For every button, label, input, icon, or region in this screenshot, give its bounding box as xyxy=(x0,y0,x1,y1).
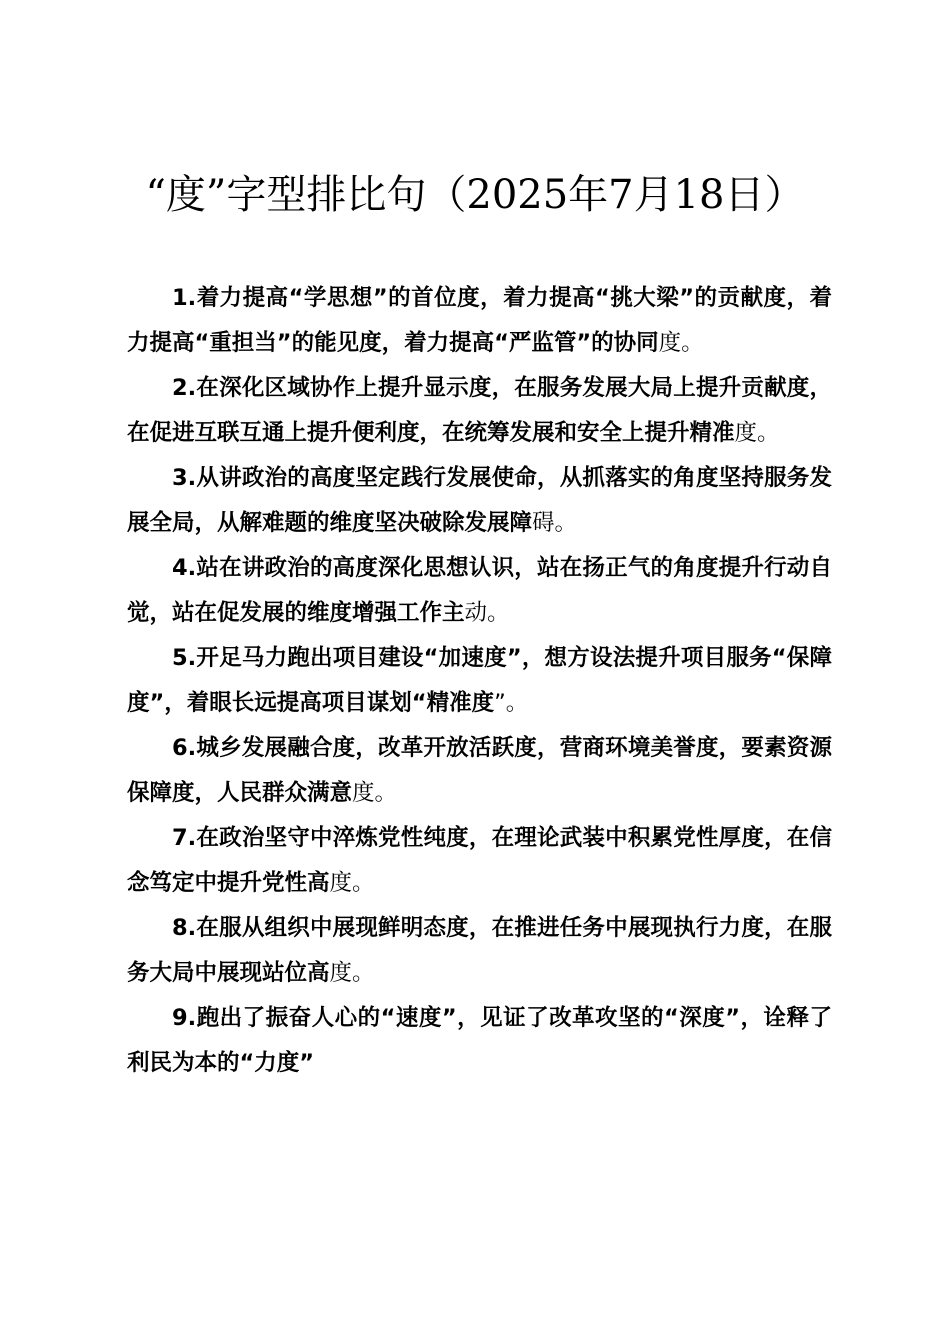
paragraph-tail: ”。 xyxy=(494,690,529,716)
paragraph-text: 2.在深化区域协作上提升显示度，在服务发展大局上提升贡献度，在促进互联互通上提升便利度，在统筹发展和安全上提升精准 xyxy=(127,375,832,446)
paragraph-tail: 度。 xyxy=(734,420,780,446)
paragraph-8 xyxy=(127,906,832,996)
paragraph-text: 8.在服从组织中展现鲜明态度，在推进任务中展现执行力度，在服务大局中展现站位高 xyxy=(127,915,832,986)
paragraph-tail: 度。 xyxy=(658,330,704,356)
paragraph-text: 1.着力提高“学思想”的首位度，着力提高“挑大梁”的贡献度，着力提高“重担当”的能见度，着力提高“严监管”的协同 xyxy=(127,285,832,356)
document-title: “度”字型排比句（2025年7月18日） xyxy=(145,172,805,218)
paragraph-tail: 度。 xyxy=(352,780,398,806)
paragraph-tail: 碍。 xyxy=(532,510,578,536)
paragraph-text: 9.跑出了振奋人心的“速度”，见证了改革攻坚的“深度”，诠释了利民为本的“力度” xyxy=(127,1005,832,1076)
paragraph-5 xyxy=(127,636,832,726)
paragraph-9 xyxy=(127,996,832,1086)
paragraph-text: 6.城乡发展融合度，改革开放活跃度，营商环境美誉度，要素资源保障度，人民群众满意 xyxy=(127,735,832,806)
paragraph-text: 5.开足马力跑出项目建设“加速度”，想方设法提升项目服务“保障度”，着眼长远提高项目谋划“精准度 xyxy=(127,645,832,716)
paragraph-tail: 动。 xyxy=(464,600,510,626)
paragraph-text: 4.站在讲政治的高度深化思想认识，站在扬正气的角度提升行动自觉，站在促发展的维度增强工作主 xyxy=(127,555,832,626)
document-body xyxy=(127,276,832,1086)
paragraph-2 xyxy=(127,366,832,456)
paragraph-tail: 度。 xyxy=(329,960,375,986)
paragraph-4 xyxy=(127,546,832,636)
paragraph-3 xyxy=(127,456,832,546)
paragraph-tail: 度。 xyxy=(329,870,375,896)
paragraph-6 xyxy=(127,726,832,816)
paragraph-text: 3.从讲政治的高度坚定践行发展使命，从抓落实的角度坚持服务发展全局，从解难题的维度坚决破除发展障 xyxy=(127,465,832,536)
paragraph-7 xyxy=(127,816,832,906)
paragraph-1 xyxy=(127,276,832,366)
paragraph-text: 7.在政治坚守中淬炼党性纯度，在理论武装中积累党性厚度，在信念笃定中提升党性高 xyxy=(127,825,832,896)
